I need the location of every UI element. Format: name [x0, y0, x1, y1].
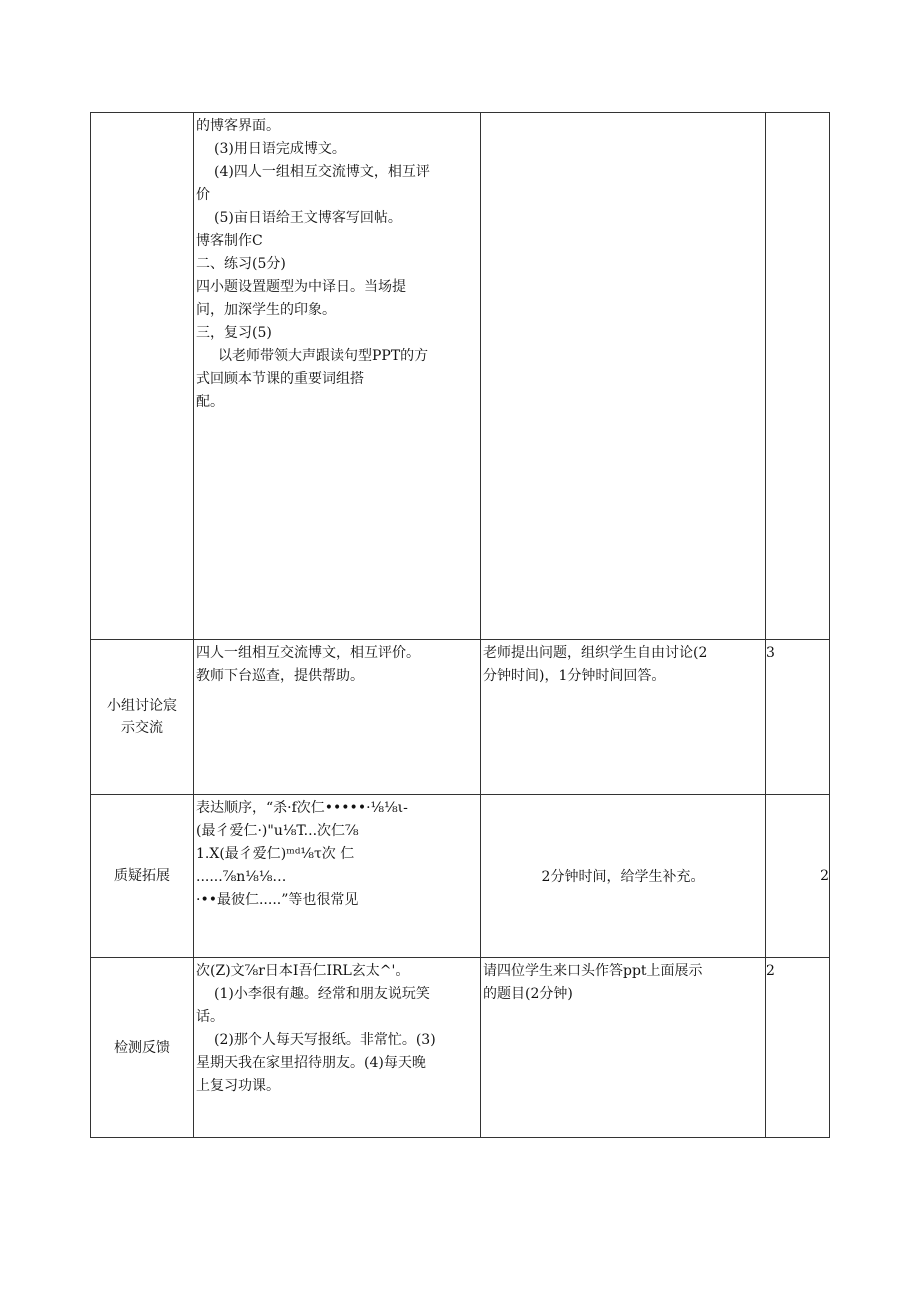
content-line: 四人一组相互交流博文，相互评价。 — [196, 645, 420, 661]
content-line: 教师下台巡查，提供帮助。 — [196, 668, 364, 684]
content-line: 问，加深学生的印象。 — [196, 302, 336, 318]
stage-cell — [91, 640, 194, 795]
content-line: (5)亩日语给王文博客写回帖。 — [214, 210, 402, 226]
stage-label: 质疑拓展 — [114, 868, 170, 884]
content-line: 三，复习(5) — [196, 325, 272, 341]
content-line: 价 — [196, 187, 210, 203]
content-line: 上复习功课。 — [196, 1078, 280, 1094]
content-line: (2)那个人每天写报纸。非常忙。(3) — [214, 1032, 436, 1048]
method-cell — [481, 795, 766, 958]
lesson-plan-table — [90, 112, 830, 1138]
time-value: 3 — [766, 645, 775, 661]
table-row — [91, 795, 830, 958]
content-line: 星期天我在家里招待朋友。(4)每天晚 — [196, 1055, 426, 1071]
content-cell — [194, 795, 481, 958]
method-line: 分钟时间)，1分钟时间回答。 — [483, 668, 666, 684]
content-line: 的博客界面。 — [196, 118, 280, 134]
method-line: 请四位学生来口头作答ppt上面展示 — [483, 963, 703, 979]
content-cell — [194, 958, 481, 1138]
method-line: 2分钟时间，给学生补充。 — [541, 868, 705, 885]
time-value: 2 — [766, 963, 775, 979]
stage-label-line: 小组讨论宸 — [107, 698, 177, 714]
content-cell — [194, 113, 481, 640]
content-line: 博客制作C — [196, 233, 263, 249]
stage-cell — [91, 113, 194, 640]
stage-cell — [91, 958, 194, 1138]
content-line: 表达顺序，“杀·f次仁•••••·⅛⅛ι- — [196, 800, 408, 816]
stage-label: 检测反馈 — [114, 1039, 170, 1056]
time-cell — [766, 958, 830, 1138]
stage-cell — [91, 795, 194, 958]
content-line: 四小题设置题型为中译日。当场提 — [196, 279, 406, 295]
content-line: 1.X(最彳爱仁)ᵐᵈ⅛τ次 仁 — [196, 846, 355, 862]
time-value: 2 — [820, 867, 829, 884]
content-line: ......⅞n⅛⅛… — [196, 869, 287, 885]
time-cell — [766, 640, 830, 795]
content-line: 式回顾本节课的重要词组搭 — [196, 371, 364, 387]
content-line: (最彳爱仁·)"u⅛T...次仁⅞ — [196, 823, 359, 839]
content-line: 配。 — [196, 394, 224, 410]
content-line: 次(Z)文⅞r日本I吾仁IRL玄太^'。 — [196, 963, 410, 979]
method-cell — [481, 958, 766, 1138]
content-line: (1)小李很有趣。经常和朋友说玩笑 — [214, 986, 430, 1002]
time-cell — [766, 795, 830, 958]
method-line: 的题目(2分钟) — [483, 986, 573, 1002]
content-line: 以老师带领大声跟读句型PPT的方 — [218, 348, 429, 364]
content-cell — [194, 640, 481, 795]
stage-label-line: 示交流 — [121, 720, 163, 736]
content-line: 话。 — [196, 1009, 224, 1025]
method-line: 老师提出问题，组织学生自由讨论(2 — [483, 645, 708, 661]
method-cell — [481, 640, 766, 795]
content-line: (3)用日语完成博文。 — [214, 141, 346, 157]
table-row — [91, 113, 830, 640]
time-cell — [766, 113, 830, 640]
table-row — [91, 640, 830, 795]
content-line: 二、练习(5分) — [196, 256, 286, 272]
table-row — [91, 958, 830, 1138]
content-line: ·••最彼仁.....”等也很常见 — [196, 892, 359, 908]
method-cell — [481, 113, 766, 640]
content-line: (4)四人一组相互交流博文，相互评 — [214, 164, 430, 180]
